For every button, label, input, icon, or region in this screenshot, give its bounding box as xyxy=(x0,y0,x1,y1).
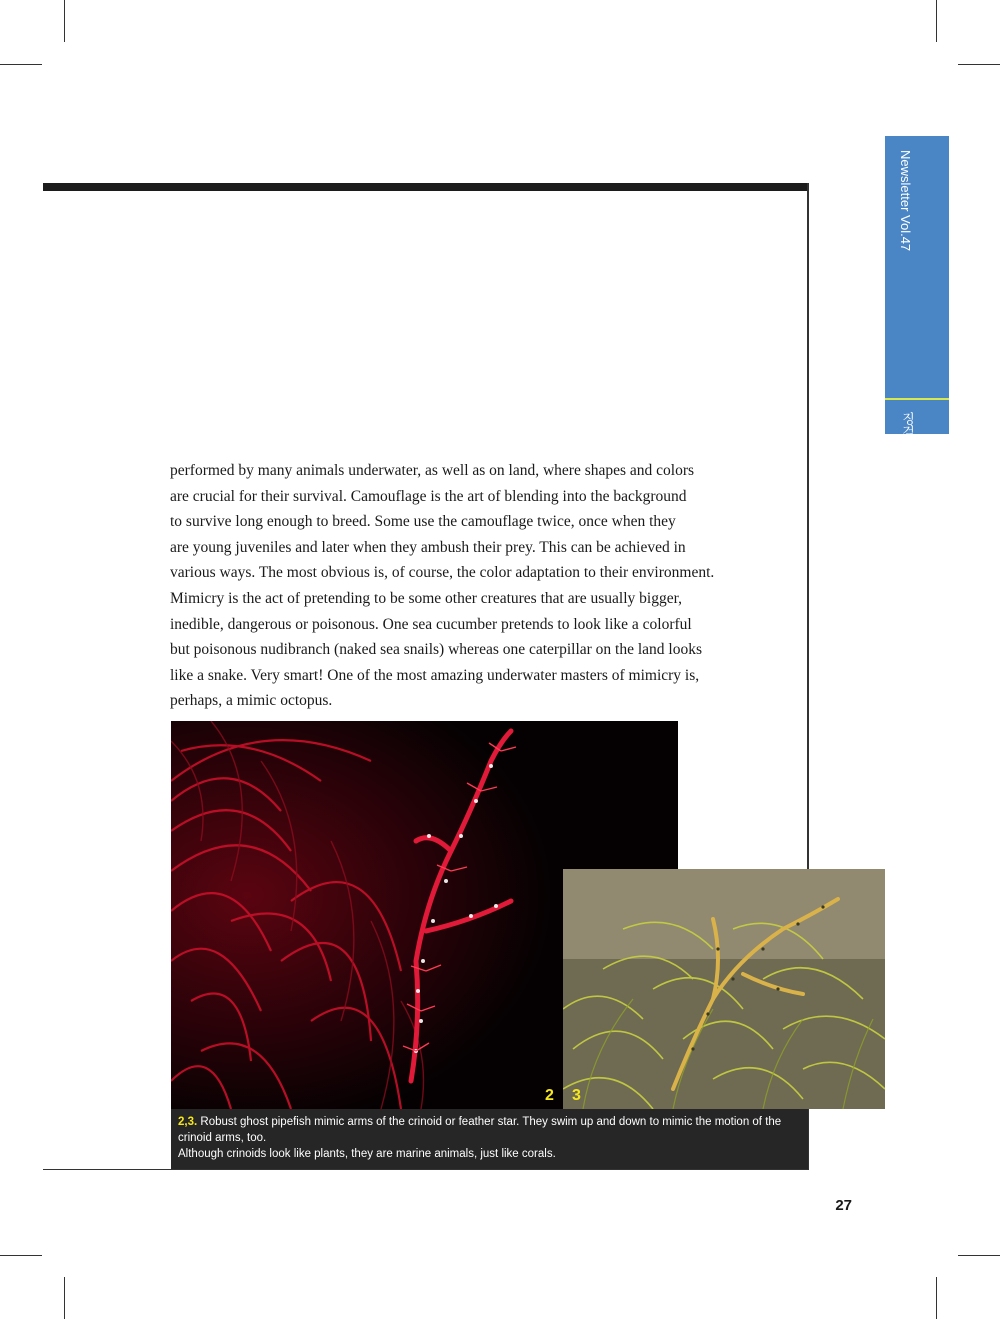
section-title: 징검다리 xyxy=(900,412,915,464)
body-line: inedible, dangerous or poisonous. One sea cucumber pretends to look like a colorful xyxy=(170,615,692,633)
body-line: but poisonous nudibranch (naked sea snails) whereas one caterpillar on the land looks xyxy=(170,641,703,659)
body-line: like a snake. Very smart! One of the most amazing underwater masters of mimicry is, xyxy=(170,666,700,684)
crop-mark-top-right-h xyxy=(958,64,1000,65)
body-line: are young juveniles and later when they ambush their prey. This can be achieved in xyxy=(170,538,686,556)
caption-line-3: Although crinoids look like plants, they are marine animals, just like corals. xyxy=(178,1148,556,1160)
body-line: to survive long enough to breed. Some use the camouflage twice, once when they xyxy=(170,513,676,531)
crop-mark-bottom-left-h xyxy=(0,1255,42,1256)
side-tab xyxy=(885,136,949,464)
caption-line-1 xyxy=(178,1114,803,1130)
body-paragraph xyxy=(170,458,770,714)
yellow-pipefish-illustration xyxy=(563,869,885,1109)
caption-text xyxy=(178,1114,803,1162)
page-number: 27 xyxy=(835,1197,852,1214)
photo-yellow-pipefish xyxy=(563,869,885,1109)
photo-caption xyxy=(171,1109,808,1169)
photo-number-2: 2 xyxy=(545,1087,554,1104)
caption-line-2: crinoid arms, too. xyxy=(178,1132,267,1144)
body-line: perhaps, a mimic octopus. xyxy=(170,692,333,710)
bottom-rule xyxy=(43,1169,809,1170)
crop-mark-top-left-h xyxy=(0,64,42,65)
photo-number-3: 3 xyxy=(572,1087,581,1104)
crop-mark-top-right xyxy=(936,0,937,42)
caption-line-1-text: Robust ghost pipefish mimic arms of the crinoid or feather star. They swim up and down to mimic the motion of the xyxy=(197,1116,782,1128)
crop-mark-bottom-right xyxy=(936,1277,937,1319)
tab-divider xyxy=(885,398,949,400)
caption-label: 2,3. xyxy=(178,1116,198,1128)
crop-mark-bottom-right-h xyxy=(958,1255,1000,1256)
body-line: various ways. The most obvious is, of course, the color adaptation to their environment. xyxy=(170,564,715,582)
top-rule xyxy=(43,183,809,191)
body-line: Mimicry is the act of pretending to be some other creatures that are usually bigger, xyxy=(170,589,682,607)
body-line: performed by many animals underwater, as well as on land, where shapes and colors xyxy=(170,462,695,479)
body-line: are crucial for their survival. Camouflage is the art of blending into the background xyxy=(170,487,687,505)
crop-mark-bottom-left xyxy=(64,1277,65,1319)
newsletter-title: Newsletter Vol.47 xyxy=(898,150,913,252)
crop-mark-top-left xyxy=(64,0,65,42)
